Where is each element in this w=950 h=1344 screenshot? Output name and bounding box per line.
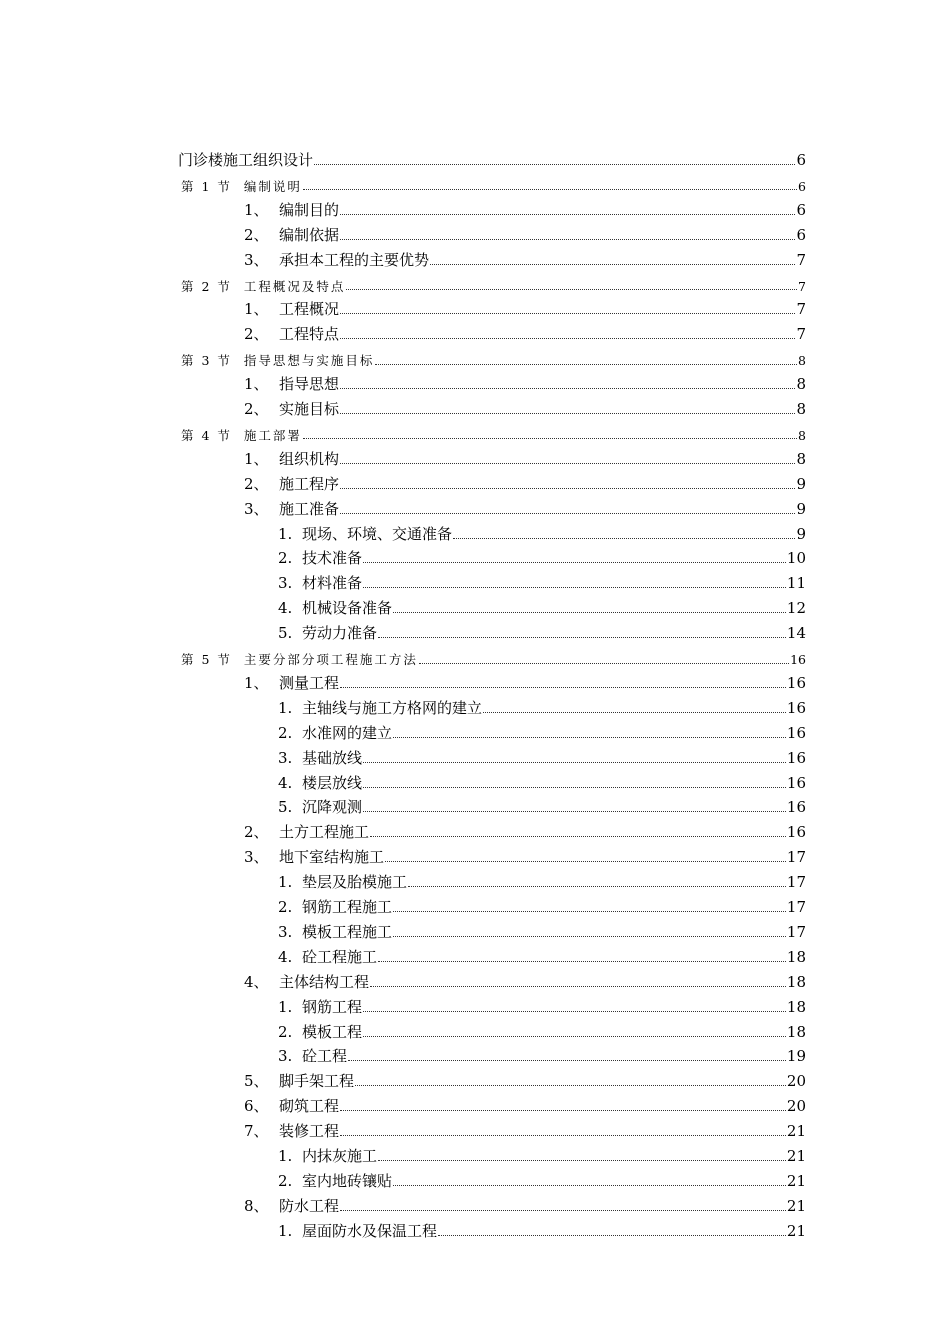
toc-item-entry[interactable] xyxy=(278,1221,806,1240)
toc-entry-label: 模板工程 xyxy=(302,1022,363,1041)
toc-dot-leader xyxy=(340,687,786,688)
toc-item-entry[interactable] xyxy=(244,673,806,692)
toc-entry-text xyxy=(244,327,339,342)
toc-page-number: 11 xyxy=(786,574,806,593)
toc-dot-leader xyxy=(348,1060,786,1061)
toc-dot-leader xyxy=(340,388,795,389)
toc-entry-label: 施工准备 xyxy=(279,499,340,518)
toc-entry-number: 5. xyxy=(278,798,293,817)
toc-dot-leader xyxy=(340,413,795,414)
toc-dot-leader xyxy=(340,1135,786,1136)
toc-page-number: 9 xyxy=(796,499,806,518)
toc-entry-text xyxy=(278,576,362,591)
toc-entry-label: 垫层及胎模施工 xyxy=(302,873,408,892)
toc-item-entry[interactable] xyxy=(244,1074,806,1089)
toc-entry-label: 主轴线与施工方格网的建立 xyxy=(302,698,483,717)
toc-entry-label: 室内地砖镶贴 xyxy=(302,1171,393,1190)
toc-dot-leader xyxy=(340,513,795,514)
toc-entry-number: 4. xyxy=(278,947,293,966)
toc-entry-number: 1、 xyxy=(244,200,269,219)
toc-dot-leader xyxy=(346,289,797,290)
toc-page-number: 19 xyxy=(786,1047,806,1066)
toc-entry-text xyxy=(278,900,392,915)
toc-entry-label: 砌筑工程 xyxy=(279,1097,340,1116)
toc-entry-number: 4、 xyxy=(244,972,269,991)
toc-dot-leader xyxy=(438,1235,786,1236)
toc-entry-number: 1. xyxy=(278,1221,293,1240)
toc-entry-label: 现场、环境、交通准备 xyxy=(302,524,453,543)
toc-item-entry[interactable] xyxy=(278,748,806,767)
toc-entry-text xyxy=(244,1074,354,1089)
toc-entry-text xyxy=(278,947,378,966)
toc-page-number: 18 xyxy=(786,997,806,1016)
toc-dot-leader xyxy=(340,488,795,489)
toc-page-number: 9 xyxy=(796,524,806,543)
toc-entry-text xyxy=(244,302,339,317)
toc-entry-label: 水准网的建立 xyxy=(302,723,393,742)
toc-entry-text xyxy=(244,200,340,219)
toc-item-entry[interactable] xyxy=(244,474,806,493)
toc-page-number: 12 xyxy=(786,599,806,618)
toc-entry-text xyxy=(244,250,430,269)
toc-item-entry[interactable] xyxy=(278,576,806,591)
toc-item-entry[interactable] xyxy=(278,1171,806,1190)
toc-entry-number: 4. xyxy=(278,599,293,618)
toc-dot-leader xyxy=(393,737,786,738)
toc-entry-number: 5. xyxy=(278,624,293,643)
toc-page-number: 16 xyxy=(786,748,806,767)
toc-dot-leader xyxy=(363,1036,786,1037)
toc-entry-text xyxy=(181,355,374,368)
toc-entry-number: 1. xyxy=(278,698,293,717)
toc-item-entry[interactable] xyxy=(278,1149,806,1164)
toc-entry-text xyxy=(181,654,418,667)
toc-page-number: 9 xyxy=(796,474,806,493)
toc-entry-number: 2. xyxy=(278,723,293,742)
toc-entry-label: 指导思想与实施目标 xyxy=(243,353,375,369)
toc-dot-leader xyxy=(340,463,795,464)
toc-entry-text xyxy=(278,524,453,543)
toc-dot-leader xyxy=(408,886,786,887)
toc-entry-number: 8、 xyxy=(244,1196,269,1215)
toc-entry-number: 5、 xyxy=(244,1072,269,1091)
toc-item-entry[interactable] xyxy=(244,825,806,840)
toc-dot-leader xyxy=(303,438,797,439)
toc-entry-number: 1. xyxy=(278,997,293,1016)
toc-page-number: 17 xyxy=(786,898,806,916)
toc-entry-number: 1. xyxy=(278,524,293,543)
toc-dot-leader xyxy=(363,762,786,763)
toc-page-number: 17 xyxy=(786,922,806,941)
toc-entry-text xyxy=(278,1049,347,1064)
toc-entry-text xyxy=(181,427,302,443)
toc-dot-leader xyxy=(363,1011,786,1012)
toc-entry-number: 3. xyxy=(278,748,293,767)
toc-item-entry[interactable] xyxy=(244,200,806,219)
toc-page-number: 7 xyxy=(796,325,806,344)
toc-entry-label: 指导思想 xyxy=(279,375,340,394)
toc-dot-leader xyxy=(363,811,786,812)
toc-entry-text xyxy=(244,673,340,692)
toc-entry-number: 3. xyxy=(278,922,293,941)
toc-entry-label: 装修工程 xyxy=(279,1122,340,1141)
toc-entry-label: 钢筋工程施工 xyxy=(302,898,393,916)
toc-entry-label: 测量工程 xyxy=(279,673,340,692)
toc-entry-number: 1、 xyxy=(244,375,269,394)
toc-dot-leader xyxy=(363,587,786,588)
toc-entry-label: 楼层放线 xyxy=(302,773,363,792)
toc-item-entry[interactable] xyxy=(278,698,806,717)
toc-entry-label: 模板工程施工 xyxy=(302,922,393,941)
toc-section-entry[interactable] xyxy=(181,427,806,443)
toc-entry-number: 7、 xyxy=(244,1122,269,1141)
toc-page-number: 7 xyxy=(798,278,806,294)
toc-dot-leader xyxy=(363,787,786,788)
toc-page-number: 18 xyxy=(786,972,806,991)
toc-entry-label: 防水工程 xyxy=(279,1196,340,1215)
toc-entry-text xyxy=(278,626,377,641)
toc-dot-leader xyxy=(483,712,786,713)
toc-entry-label: 工程特点 xyxy=(279,325,340,344)
toc-entry-label: 组织机构 xyxy=(279,449,340,468)
toc-entry-text xyxy=(244,972,370,991)
toc-entry-label: 地下室结构施工 xyxy=(279,848,385,867)
toc-entry-label: 主要分部分项工程施工方法 xyxy=(243,652,418,667)
toc-entry-number: 第 1 节 xyxy=(181,178,232,194)
toc-page-number: 7 xyxy=(796,250,806,269)
toc-page-number: 7 xyxy=(796,300,806,319)
toc-entry-text xyxy=(244,1124,339,1139)
toc-entry-text xyxy=(278,773,363,792)
toc-entry-label: 土方工程施工 xyxy=(279,823,370,842)
toc-item-entry[interactable] xyxy=(278,947,806,966)
toc-entry-text xyxy=(278,800,362,815)
toc-title-entry[interactable] xyxy=(178,153,806,168)
toc-item-entry[interactable] xyxy=(278,1049,806,1064)
toc-entry-number: 2. xyxy=(278,898,293,916)
toc-page-number: 16 xyxy=(786,798,806,817)
toc-item-entry[interactable] xyxy=(278,997,806,1016)
toc-page-number: 18 xyxy=(786,1022,806,1041)
toc-entry-label: 门诊楼施工组织设计 xyxy=(178,151,314,169)
toc-page-number: 21 xyxy=(786,1147,806,1165)
toc-page-number: 20 xyxy=(786,1097,806,1116)
toc-item-entry[interactable] xyxy=(244,499,806,518)
toc-entry-number: 1、 xyxy=(244,449,269,468)
toc-entry-label: 技术准备 xyxy=(302,549,363,568)
toc-entry-label: 施工程序 xyxy=(279,474,340,493)
toc-item-entry[interactable] xyxy=(278,800,806,815)
toc-entry-text xyxy=(278,748,363,767)
toc-dot-leader xyxy=(340,1110,786,1111)
toc-entry-text xyxy=(278,1221,438,1240)
toc-entry-text xyxy=(278,723,393,742)
toc-item-entry[interactable] xyxy=(244,327,806,342)
toc-entry-label: 劳动力准备 xyxy=(302,624,378,643)
toc-item-entry[interactable] xyxy=(244,225,806,244)
toc-entry-text xyxy=(278,1149,377,1164)
toc-entry-label: 编制说明 xyxy=(243,178,302,194)
toc-dot-leader xyxy=(340,313,795,314)
toc-item-entry[interactable] xyxy=(244,1124,806,1139)
toc-entry-label: 承担本工程的主要优势 xyxy=(279,250,430,269)
toc-entry-number: 2、 xyxy=(244,474,269,493)
toc-entry-label: 工程概况及特点 xyxy=(243,278,346,294)
toc-entry-label: 内抹灰施工 xyxy=(302,1147,378,1165)
toc-entry-number: 第 2 节 xyxy=(181,278,232,294)
toc-item-entry[interactable] xyxy=(244,850,806,865)
toc-entry-label: 实施目标 xyxy=(279,400,340,418)
toc-entry-number: 3. xyxy=(278,1047,293,1066)
toc-item-entry[interactable] xyxy=(244,449,806,468)
toc-page-number: 8 xyxy=(798,353,806,369)
toc-item-entry[interactable] xyxy=(278,875,806,890)
toc-dot-leader xyxy=(340,239,795,240)
toc-page-number: 6 xyxy=(798,178,806,194)
toc-entry-number: 2、 xyxy=(244,325,269,344)
toc-page-number: 18 xyxy=(786,947,806,966)
toc-dot-leader xyxy=(370,986,786,987)
toc-entry-label: 基础放线 xyxy=(302,748,363,767)
toc-dot-leader xyxy=(340,338,795,339)
toc-entry-text xyxy=(244,1196,340,1215)
toc-dot-leader xyxy=(385,861,786,862)
toc-page-number: 17 xyxy=(786,873,806,892)
toc-item-entry[interactable] xyxy=(244,1196,806,1215)
toc-entry-label: 主体结构工程 xyxy=(279,972,370,991)
toc-item-entry[interactable] xyxy=(278,551,806,566)
toc-page-number: 16 xyxy=(786,698,806,717)
toc-entry-number: 6、 xyxy=(244,1097,269,1116)
toc-page-number: 16 xyxy=(786,773,806,792)
toc-section-entry[interactable] xyxy=(181,654,806,667)
toc-entry-label: 编制目的 xyxy=(279,200,340,219)
toc-entry-label: 脚手架工程 xyxy=(279,1072,355,1091)
toc-entry-text xyxy=(244,377,339,392)
toc-entry-label: 砼工程 xyxy=(302,1047,348,1066)
toc-entry-number: 2. xyxy=(278,549,293,568)
toc-entry-label: 材料准备 xyxy=(302,574,363,593)
toc-item-entry[interactable] xyxy=(244,402,806,417)
toc-entry-text xyxy=(178,153,313,168)
toc-entry-number: 2、 xyxy=(244,823,269,842)
toc-dot-leader xyxy=(375,364,797,365)
toc-item-entry[interactable] xyxy=(244,302,806,317)
toc-entry-text xyxy=(181,178,302,194)
toc-entry-label: 屋面防水及保温工程 xyxy=(302,1221,438,1240)
toc-dot-leader xyxy=(393,612,786,613)
toc-dot-leader xyxy=(393,1185,786,1186)
toc-entry-number: 第 4 节 xyxy=(181,427,232,443)
toc-page-number: 6 xyxy=(796,200,806,219)
toc-entry-label: 机械设备准备 xyxy=(302,599,393,618)
toc-dot-leader xyxy=(355,1085,786,1086)
toc-entry-label: 施工部署 xyxy=(243,427,302,443)
toc-item-entry[interactable] xyxy=(244,972,806,991)
toc-entry-number: 3、 xyxy=(244,250,269,269)
toc-page-number: 21 xyxy=(786,1122,806,1141)
toc-page-number: 21 xyxy=(786,1171,806,1190)
toc-entry-text xyxy=(278,698,483,717)
toc-entry-number: 1. xyxy=(278,1147,293,1165)
toc-page-number: 16 xyxy=(786,823,806,842)
toc-entry-text xyxy=(278,922,393,941)
toc-entry-text xyxy=(244,449,340,468)
toc-page-number: 17 xyxy=(786,848,806,867)
toc-page-number: 20 xyxy=(786,1072,806,1091)
toc-entry-number: 第 3 节 xyxy=(181,353,232,369)
toc-dot-leader xyxy=(340,1210,786,1211)
toc-entry-text xyxy=(244,825,369,840)
toc-page-number: 8 xyxy=(796,375,806,394)
toc-item-entry[interactable] xyxy=(244,250,806,269)
toc-dot-leader xyxy=(363,562,786,563)
toc-dot-leader xyxy=(370,836,786,837)
toc-entry-number: 2、 xyxy=(244,400,269,418)
toc-page-number: 21 xyxy=(786,1196,806,1215)
toc-dot-leader xyxy=(303,189,797,190)
toc-entry-number: 1、 xyxy=(244,300,269,319)
toc-entry-number: 2、 xyxy=(244,225,269,244)
toc-item-entry[interactable] xyxy=(278,723,806,742)
toc-item-entry[interactable] xyxy=(278,524,806,543)
toc-entry-text xyxy=(244,474,340,493)
toc-section-entry[interactable] xyxy=(181,278,806,294)
toc-item-entry[interactable] xyxy=(278,626,806,641)
toc-entry-number: 2. xyxy=(278,1022,293,1041)
toc-entry-text xyxy=(244,499,340,518)
toc-dot-leader xyxy=(393,911,786,912)
toc-entry-text xyxy=(278,1171,393,1190)
toc-dot-leader xyxy=(340,214,795,215)
toc-item-entry[interactable] xyxy=(278,900,806,915)
toc-page-number: 16 xyxy=(786,723,806,742)
toc-dot-leader xyxy=(314,164,795,165)
toc-item-entry[interactable] xyxy=(278,773,806,792)
toc-entry-text xyxy=(244,850,384,865)
toc-entry-number: 第 5 节 xyxy=(181,652,232,667)
toc-entry-text xyxy=(244,402,339,417)
toc-section-entry[interactable] xyxy=(181,355,806,368)
toc-entry-number: 1. xyxy=(278,873,293,892)
toc-entry-number: 3、 xyxy=(244,499,269,518)
toc-dot-leader xyxy=(378,637,786,638)
toc-entry-text xyxy=(278,1022,363,1041)
toc-page-number: 10 xyxy=(786,549,806,568)
toc-dot-leader xyxy=(378,1160,786,1161)
toc-dot-leader xyxy=(419,663,789,664)
toc-dot-leader xyxy=(378,961,786,962)
toc-item-entry[interactable] xyxy=(244,377,806,392)
toc-page-number: 21 xyxy=(786,1221,806,1240)
toc-dot-leader xyxy=(430,264,795,265)
toc-section-entry[interactable] xyxy=(181,178,806,194)
toc-dot-leader xyxy=(393,936,786,937)
toc-page-number: 16 xyxy=(790,652,806,667)
toc-entry-number: 4. xyxy=(278,773,293,792)
toc-entry-number: 3、 xyxy=(244,848,269,867)
toc-page-number: 16 xyxy=(786,673,806,692)
toc-entry-text xyxy=(278,875,407,890)
toc-page-number: 8 xyxy=(798,427,806,443)
toc-page-number: 8 xyxy=(796,400,806,418)
toc-page-number: 6 xyxy=(796,151,806,169)
toc-entry-number: 2. xyxy=(278,1171,293,1190)
toc-entry-label: 编制依据 xyxy=(279,225,340,244)
toc-entry-label: 砼工程施工 xyxy=(302,947,378,966)
toc-entry-text xyxy=(278,551,362,566)
toc-page-number: 8 xyxy=(796,449,806,468)
toc-page-number: 6 xyxy=(796,225,806,244)
toc-item-entry[interactable] xyxy=(278,601,806,616)
toc-entry-label: 沉降观测 xyxy=(302,798,363,817)
toc-page-number: 14 xyxy=(786,624,806,643)
toc-item-entry[interactable] xyxy=(278,1022,806,1041)
toc-entry-number: 1、 xyxy=(244,673,269,692)
toc-entry-text xyxy=(278,997,363,1016)
toc-entry-label: 钢筋工程 xyxy=(302,997,363,1016)
toc-item-entry[interactable] xyxy=(278,922,806,941)
toc-dot-leader xyxy=(453,538,795,539)
toc-entry-label: 工程概况 xyxy=(279,300,340,319)
toc-entry-text xyxy=(278,601,392,616)
toc-item-entry[interactable] xyxy=(244,1099,806,1114)
toc-entry-text xyxy=(181,278,346,294)
toc-entry-number: 3. xyxy=(278,574,293,593)
toc-entry-text xyxy=(244,1099,339,1114)
toc-entry-text xyxy=(244,225,340,244)
